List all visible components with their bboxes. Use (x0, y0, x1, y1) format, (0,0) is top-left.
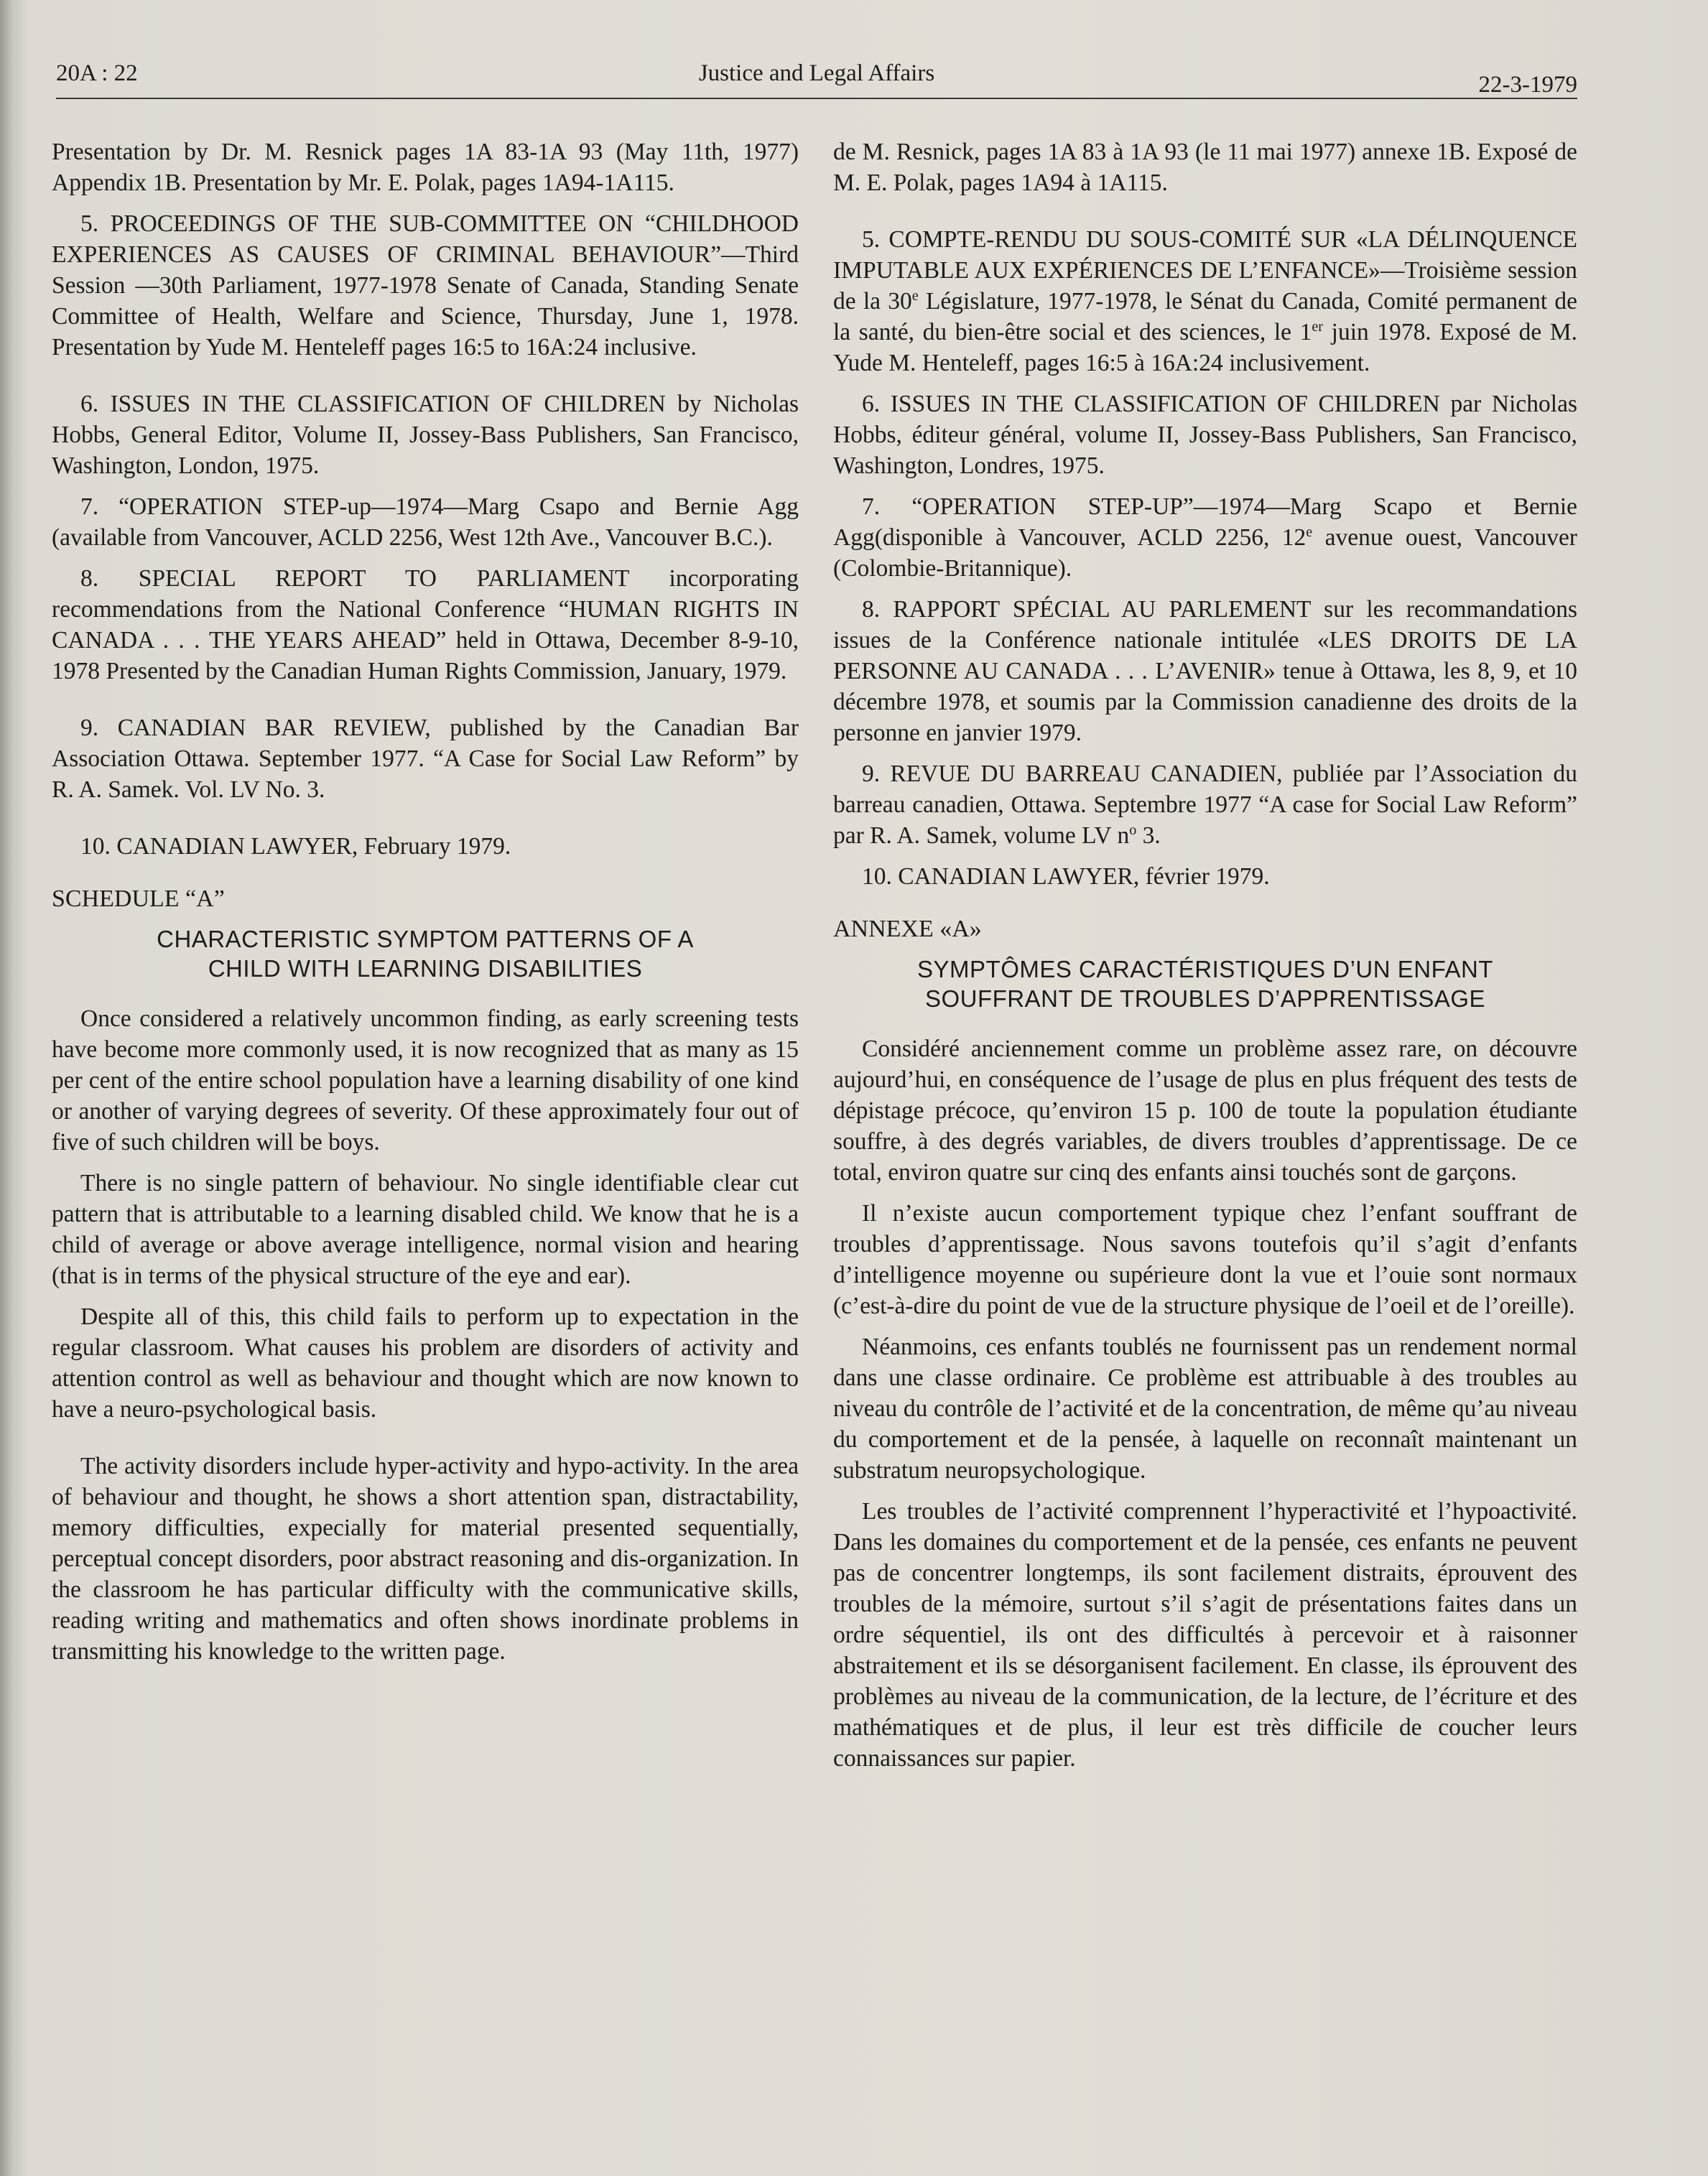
body-paragraph-2: There is no single pattern of behaviour. No single identifiable clear cut pattern that is attributable to a learning disabled child. We know that he is a child of average or above average intelligence, normal vision and hearing (that is in terms of the physical structure of the eye and ear). (52, 1170, 799, 1289)
superscript: er (1312, 318, 1324, 335)
section-heading-fr (833, 954, 1577, 1013)
section-heading (52, 924, 799, 983)
section-heading-fr-line-1: SYMPTÔMES CARACTÉRISTIQUES D’UN ENFANT (917, 956, 1493, 982)
reference-continuation: Presentation by Dr. M. Resnick pages 1A 83-1A 93 (May 11th, 1977) Appendix 1B. Presentation by Mr. E. Polak, pages 1A94-1A115. (52, 139, 799, 196)
reference-item-5-fr (833, 224, 1577, 378)
reference-item-5-fr-part-2: Législature, 1977-1978, le Sénat du Canada, Comité permanent de la santé, du bien-être social et des sciences, le 1 (833, 288, 1578, 345)
english-column (52, 136, 799, 1677)
reference-item-7-fr (833, 491, 1577, 584)
french-column (833, 136, 1577, 1784)
reference-item-8-fr: 8. RAPPORT SPÉCIAL AU PARLEMENT sur les recommandations issues de la Conférence nationale intitulée «LES DROITS DE LA PERSONNE AU CANADA . . . L’AVENIR» tenue à Ottawa, les 8, 9, et 10 décembre 1978, et soumis par la Commission canadienne des droits de la personne en janvier 1979. (833, 596, 1577, 746)
reference-item-5: 5. PROCEEDINGS OF THE SUB-COMMITTEE ON “CHILDHOOD EXPERIENCES AS CAUSES OF CRIMINAL BEHAVIOUR”—Third Session —30th Parliament, 1977-1978 Senate of Canada, Standing Senate Committee of Health, Welfare and Science, Thursday, June 1, 1978. Presentation by Yude M. Henteleff pages 16:5 to 16A:24 inclusive. (52, 210, 799, 361)
header-rule (56, 98, 1577, 99)
reference-item-10: 10. CANADIAN LAWYER, February 1979. (80, 833, 511, 860)
section-heading-line-2: CHILD WITH LEARNING DISABILITIES (208, 955, 643, 982)
reference-item-9-fr-part-2: 3. (1136, 822, 1161, 849)
body-paragraph-3-fr: Néanmoins, ces enfants toublés ne fournissent pas un rendement normal dans une classe ordinaire. Ce problème est attribuable à des troubles au niveau du contrôle de l’activité et de la concentration, de même qu’au niveau du comportement et de la pensée, à laquelle on reconnaît maintenant un substratum neuropsychologique. (833, 1334, 1577, 1484)
reference-item-7-fr-part-2: avenue ouest, Vancouver (Colombie-Britannique). (833, 524, 1577, 582)
reference-item-7: 7. “OPERATION STEP-up—1974—Marg Csapo and Bernie Agg (available from Vancouver, ACLD 2256, West 12th Ave., Vancouver B.C.). (52, 493, 799, 551)
body-paragraph-4: The activity disorders include hyper-activity and hypo-activity. In the area of behaviour and thought, he shows a short attention span, distractability, memory difficulties, expecially for material presented sequentially, perceptual concept disorders, poor abstract reasoning and dis-organization. In the classroom he has particular difficulty with the communicative skills, reading writing and mathematics and often shows inordinate problems in transmitting his knowledge to the written page. (52, 1453, 799, 1665)
reference-item-9-fr (833, 758, 1577, 851)
header-date: 22-3-1979 (1478, 72, 1577, 98)
body-paragraph-3: Despite all of this, this child fails to perform up to expectation in the regular classroom. What causes his problem are disorders of activity and attention control as well as behaviour and thought which are now known to have a neuro-psychological basis. (52, 1303, 799, 1423)
superscript: o (1129, 822, 1137, 838)
section-heading-fr-line-2: SOUFFRANT DE TROUBLES D’APPRENTISSAGE (924, 985, 1486, 1012)
superscript: e (1306, 524, 1313, 540)
reference-item-10-fr: 10. CANADIAN LAWYER, février 1979. (862, 863, 1270, 890)
reference-item-5-fr-part-3: juin 1978. Exposé de M. Yude M. Henteleff, pages 16:5 à 16A:24 inclusivement. (833, 319, 1578, 376)
reference-item-9: 9. CANADIAN BAR REVIEW, published by the Canadian Bar Association Ottawa. September 1977. “A Case for Social Law Reform” by R. A. Samek. Vol. LV No. 3. (52, 715, 799, 803)
reference-item-7-fr-part-1: 7. “OPERATION STEP-UP”—1974—Marg Scapo et Bernie Agg(disponible à Vancouver, ACLD 2256, 12 (833, 493, 1577, 551)
superscript: e (911, 287, 919, 304)
schedule-label-fr: ANNEXE «A» (833, 916, 982, 942)
body-paragraph-2-fr: Il n’existe aucun comportement typique chez l’enfant souffrant de troubles d’apprentissage. Nous savons toutefois qu’il s’agit d’enfants d’intelligence moyenne ou supérieure dont la vue et l’ouie sont normaux (c’est-à-dire du point de vue de la structure physique de l’oeil et de l’oreille). (833, 1200, 1577, 1319)
reference-item-9-fr-part-1: 9. REVUE DU BARREAU CANADIEN, publiée par l’Association du barreau canadien, Ottawa. Septembre 1977 “A case for Social Law Reform” par R. A. Samek, volume LV n (833, 761, 1577, 849)
body-paragraph-1-fr: Considéré anciennement comme un problème assez rare, on découvre aujourd’hui, en conséquence de l’usage de plus en plus fréquent des tests de dépistage précoce, qu’environ 15 p. 100 de toute la population étudiante souffre, à des degrés variables, de divers troubles d’apprentissage. De ce total, environ quatre sur cinq des enfants ainsi touchés sont de garçons. (833, 1036, 1577, 1186)
page-number: 20A : 22 (56, 60, 138, 86)
reference-continuation-fr: de M. Resnick, pages 1A 83 à 1A 93 (le 11 mai 1977) annexe 1B. Exposé de M. E. Polak, pages 1A94 à 1A115. (833, 139, 1577, 196)
reference-item-8: 8. SPECIAL REPORT TO PARLIAMENT incorporating recommendations from the National Conference “HUMAN RIGHTS IN CANADA . . . THE YEARS AHEAD” held in Ottawa, December 8-9-10, 1978 Presented by the Canadian Human Rights Commission, January, 1979. (52, 565, 799, 684)
body-paragraph-4-fr: Les troubles de l’activité comprennent l’hyperactivité et l’hypoactivité. Dans les domaines du comportement et de la pensée, ces enfants ne peuvent pas de concentrer longtemps, ils sont facilement distraits, éprouvent des troubles de la mémoire, surtout s’il s’agit de présentations faites dans un ordre séquentiel, ils ont des difficultés à percevoir et à raisonner abstraitement et ils se désorganisent facilement. En classe, ils éprouvent des problèmes au niveau de la communication, de la lecture, de l’écriture et des mathématiques et de plus, il leur est très difficile de coucher leurs connaissances sur papier. (833, 1498, 1577, 1772)
section-heading-line-1: CHARACTERISTIC SYMPTOM PATTERNS OF A (157, 926, 694, 952)
body-paragraph-1: Once considered a relatively uncommon finding, as early screening tests have become more commonly used, it is now recognized that as many as 15 per cent of the entire school population have a learning disability of one kind or another of varying degrees of severity. Of these approximately four out of five of such children will be boys. (52, 1005, 799, 1156)
reference-item-6-fr: 6. ISSUES IN THE CLASSIFICATION OF CHILDREN par Nicholas Hobbs, éditeur général, volume II, Jossey-Bass Publishers, San Francisco, Washington, Londres, 1975. (833, 391, 1577, 479)
reference-item-5-fr-part-1: 5. COMPTE-RENDU DU SOUS-COMITÉ SUR «LA DÉLINQUENCE IMPUTABLE AUX EXPÉRIENCES DE L’ENFANCE»—Troisième session de la 30 (833, 226, 1577, 315)
schedule-label: SCHEDULE “A” (52, 885, 225, 912)
running-title: Justice and Legal Affairs (698, 60, 935, 86)
reference-item-6: 6. ISSUES IN THE CLASSIFICATION OF CHILDREN by Nicholas Hobbs, General Editor, Volume II, Jossey-Bass Publishers, San Francisco, Washington, London, 1975. (52, 391, 799, 479)
page-header (56, 57, 1577, 101)
